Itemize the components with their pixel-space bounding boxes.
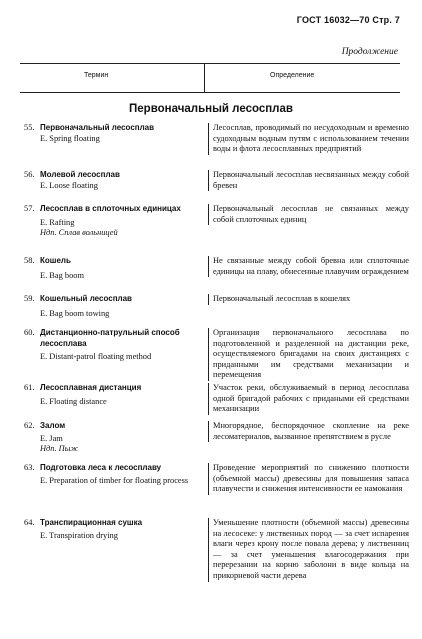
- term-title: Первоначальный лесосплав: [40, 123, 155, 132]
- term-english: E. Bag boom: [40, 270, 84, 280]
- column-divider: [204, 64, 205, 92]
- term-english: E. Distant-patrol floating method: [40, 352, 152, 362]
- term-ndp-text: Ндп. Пыж: [40, 444, 79, 454]
- table-top-rule: [20, 63, 400, 64]
- table-header-rule: [20, 92, 400, 93]
- definition-58: Не связанные между собой бревна или сплоточные единицы на плаву, обнесенные плавучим ограждением: [208, 256, 409, 277]
- term-title: Дистанционно-патрульный способ лесосплава: [40, 328, 180, 348]
- term-number: 58.: [24, 256, 35, 265]
- term-59: [24, 294, 196, 319]
- definition-63: Проведение мероприятий по снижению плотности (объемной массы) древесины для повышения запаса плавучести и снижения интенсивности ее намокания: [208, 463, 409, 495]
- term-number: 64.: [24, 518, 35, 527]
- term-english: E. Loose floating: [40, 180, 98, 190]
- term-number: 56.: [24, 170, 35, 179]
- term-64: [24, 518, 196, 541]
- term-title: Кошельный лесосплав: [40, 294, 132, 303]
- term-english: E. Spring floating: [40, 133, 100, 143]
- term-title: Транспирационная сушка: [40, 518, 143, 527]
- definition-62: Многорядное, беспорядочное скопление на реке лесоматериалов, вызванное препятствием в русле: [208, 421, 409, 442]
- section-title: Первоначальный лесосплав: [129, 103, 293, 115]
- term-number: 63.: [24, 463, 35, 472]
- term-title: Молевой лесосплав: [40, 170, 120, 179]
- term-56: [24, 170, 196, 191]
- term-number: 62.: [24, 421, 35, 430]
- definition-57: Первоначальный лесосплав не связанных между собой сплоточных единиц: [208, 204, 409, 225]
- term-57: [24, 204, 196, 239]
- term-number: 59.: [24, 294, 35, 303]
- term-nonrecommended: [24, 228, 196, 239]
- term-english: E. Rafting: [40, 217, 75, 227]
- term-title: Лесосплавная дистанция: [40, 383, 142, 392]
- term-58: [24, 256, 196, 281]
- term-english: E. Transpiration drying: [40, 530, 118, 540]
- definition-55: Лесосплав, проводимый по несудоходным и временно судоходным водным путям с использованием течении воды и флота лесосплавных предприятий: [208, 123, 409, 155]
- term-number: 55.: [24, 123, 35, 132]
- term-number: 57.: [24, 204, 35, 213]
- column-header-terms: Термин: [84, 72, 109, 79]
- term-title: Залом: [40, 421, 66, 430]
- definition-59: Первоначальный лесосплав в кошелях: [208, 294, 409, 305]
- term-english: E. Preparation of timber for floating process: [40, 475, 189, 485]
- continuation-label: Продолжение: [341, 47, 398, 57]
- term-62: [24, 421, 196, 455]
- definition-64: Уменьшение плотности (объемной массы) древесины на лесосеке: у лиственных пород — за счет испарения влаги через крону после повала дерева; у лиственниц — за счет уменьшения влагосодержания при перерезании на корню заболони в виде кольца на прикорневой части дерева: [208, 518, 409, 582]
- definition-56: Первоначальный лесосплав несвязанных между собой бревен: [208, 170, 409, 191]
- term-nonrecommended: [24, 444, 196, 455]
- term-number: 60.: [24, 328, 35, 337]
- term-number: 61.: [24, 383, 35, 392]
- term-english: E. Floating distance: [40, 396, 107, 406]
- term-55: [24, 123, 196, 144]
- term-title: Кошель: [40, 256, 71, 265]
- term-ndp-text: Ндп. Сплав вольницей: [40, 228, 118, 238]
- term-english: E. Jam: [40, 433, 63, 443]
- term-61: [24, 383, 196, 407]
- definition-60: Организация первоначального лесосплава по подготовленной и разделенной на дистанции реке, осуществляемого бригадами на своих дистанциях с приданными им средствами механизации и перемещения: [208, 328, 409, 381]
- term-title: Лесосплав в сплоточных единицах: [40, 204, 181, 213]
- term-63: [24, 463, 196, 486]
- term-title: Подготовка леса к лесосплаву: [40, 463, 162, 472]
- page-header: ГОСТ 16032—70 Стр. 7: [296, 15, 400, 25]
- definition-61: Участок реки, обслуживаемый в период лесосплава одной бригадой рабочих с придаными ей средствами механизации: [208, 383, 409, 415]
- column-header-definition: Определение: [270, 72, 315, 79]
- term-english: E. Bag boom towing: [40, 308, 110, 318]
- term-60: [24, 328, 196, 363]
